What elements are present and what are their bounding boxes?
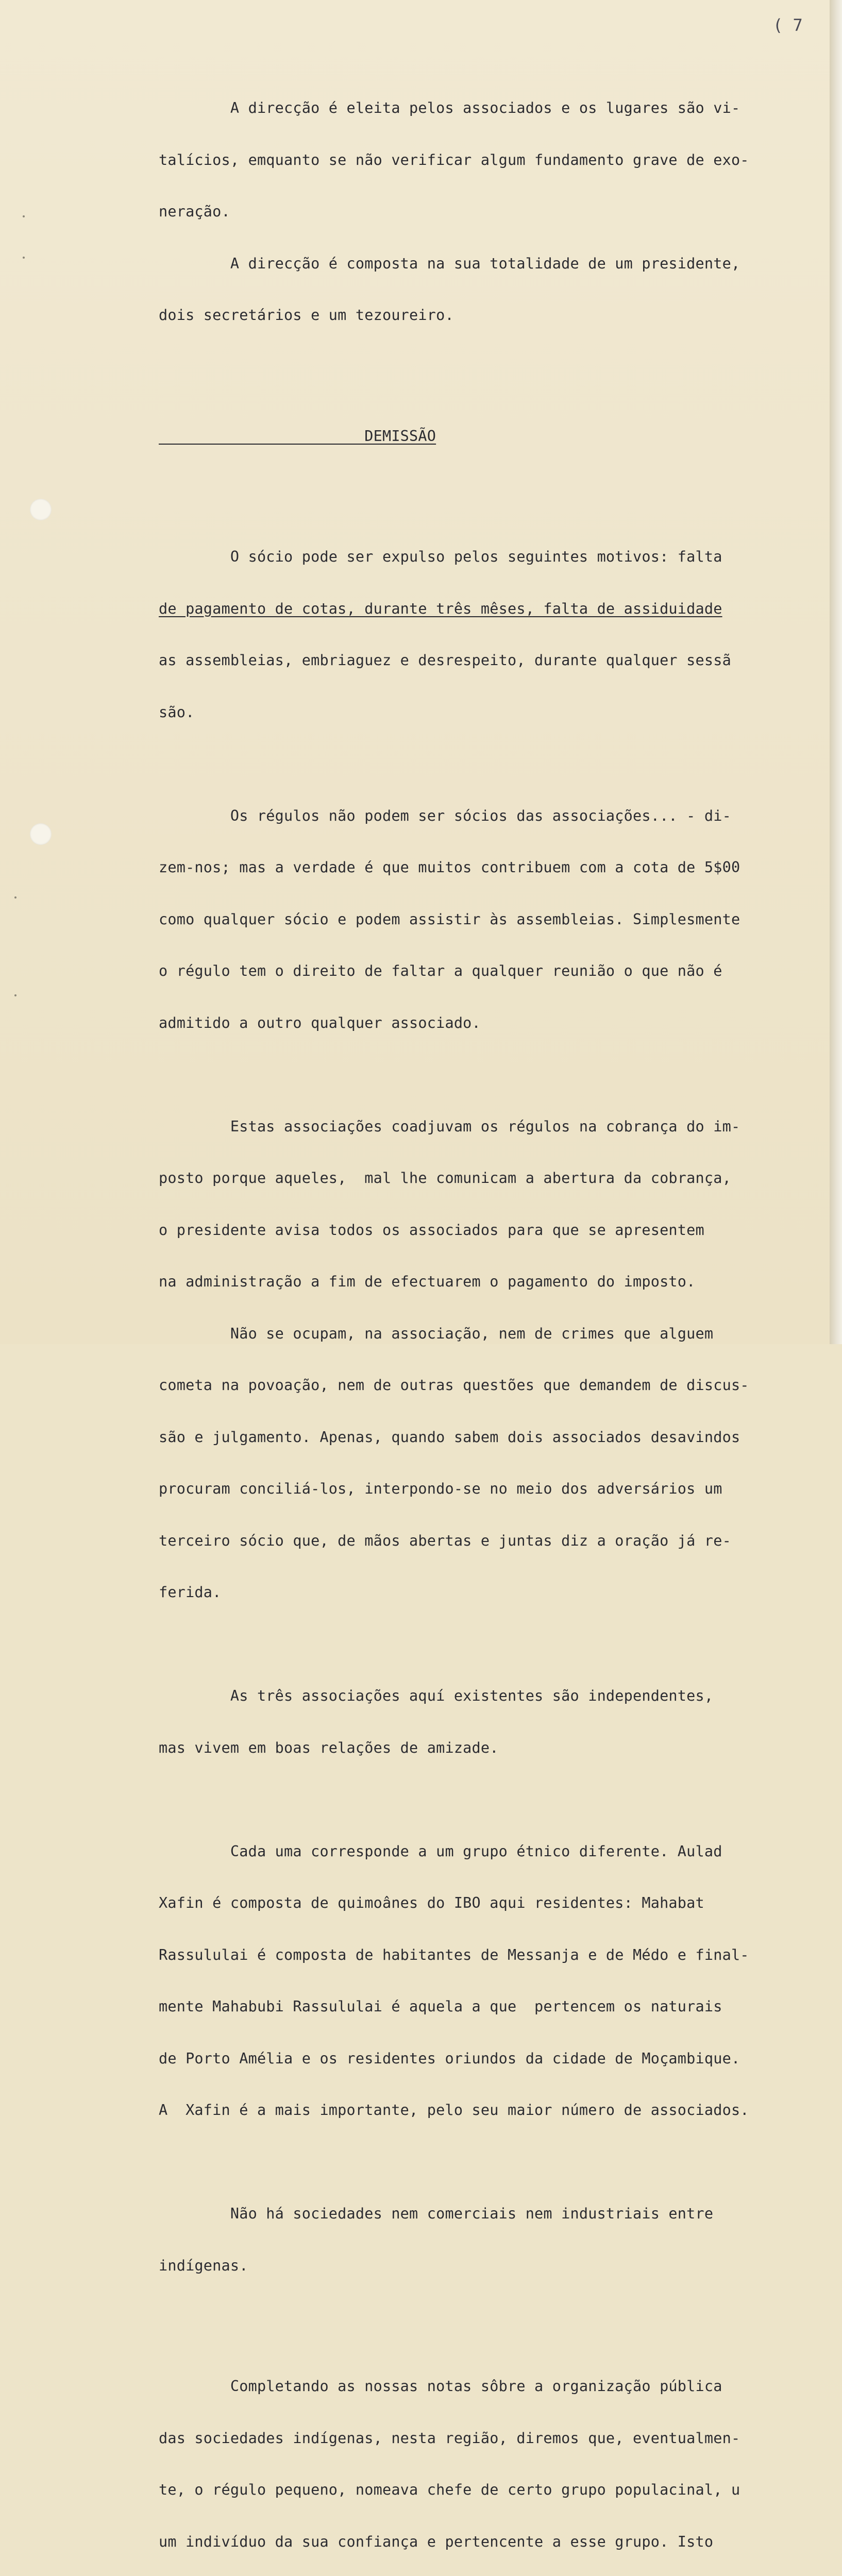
text-line: Xafin é composta de quimoânes do IBO aqui residentes: Mahabat bbox=[159, 1894, 704, 1911]
text-line: de pagamento de cotas, durante três mêses, falta de assiduidade bbox=[159, 600, 722, 617]
text-line: neração. bbox=[159, 203, 230, 220]
punch-hole-bottom bbox=[30, 823, 52, 845]
text-line: Não se ocupam, na associação, nem de crimes que alguem bbox=[159, 1325, 714, 1342]
text-line: Rassululai é composta de habitantes de Messanja e de Médo e final- bbox=[159, 1946, 749, 1963]
text-line: são e julgamento. Apenas, quando sabem dois associados desavindos bbox=[159, 1428, 740, 1446]
page-edge bbox=[830, 0, 842, 1344]
text-line: na administração a fim de efectuarem o pagamento do imposto. bbox=[159, 1273, 696, 1290]
text-line: de Porto Amélia e os residentes oriundos da cidade de Moçambique. bbox=[159, 2049, 740, 2067]
text-line: mente Mahabubi Rassululai é aquela a que pertencem os naturais bbox=[159, 1998, 722, 2015]
text-line: procuram conciliá-los, interpondo-se no meio dos adversários um bbox=[159, 1480, 722, 1497]
text-line: Cada uma corresponde a um grupo étnico diferente. Aulad bbox=[159, 1842, 722, 1860]
text-line: ferida. bbox=[159, 1584, 222, 1601]
text-line: o régulo tem o direito de faltar a qualquer reunião o que não é bbox=[159, 962, 722, 979]
text-line: terceiro sócio que, de mãos abertas e juntas diz a oração já re- bbox=[159, 1532, 731, 1549]
typed-text bbox=[159, 65, 829, 2576]
specks bbox=[14, 994, 16, 996]
text-line: um indivíduo da sua confiança e pertencente a esse grupo. Isto bbox=[159, 2533, 714, 2550]
text-line: são. bbox=[159, 703, 195, 721]
text-line: Estas associações coadjuvam os régulos na cobrança do im- bbox=[159, 1117, 740, 1135]
text-line: como qualquer sócio e podem assistir às assembleias. Simplesmente bbox=[159, 910, 740, 928]
text-line: A Xafin é a mais importante, pelo seu maior número de associados. bbox=[159, 2102, 749, 2119]
text-line: indígenas. bbox=[159, 2257, 248, 2274]
text-line: mas vivem em boas relações de amizade. bbox=[159, 1739, 499, 1756]
text-line: as assembleias, embriaguez e desrespeito, durante qualquer sessã bbox=[159, 652, 731, 669]
text-line: A direcção é eleita pelos associados e os lugares são vi- bbox=[159, 99, 740, 116]
punch-hole-top bbox=[30, 499, 52, 520]
specks bbox=[23, 215, 25, 217]
text-line: posto porque aqueles, mal lhe comunicam a abertura da cobrança, bbox=[159, 1170, 731, 1187]
section-heading: DEMISSÃO bbox=[159, 427, 436, 445]
text-line: As três associações aquí existentes são independentes, bbox=[159, 1687, 714, 1704]
text-line: dois secretários e um tezoureiro. bbox=[159, 307, 454, 324]
text-line: A direcção é composta na sua totalidade de um presidente, bbox=[159, 255, 740, 272]
text-line: Não há sociedades nem comerciais nem industriais entre bbox=[159, 2205, 714, 2222]
text-line: zem-nos; mas a verdade é que muitos contribuem com a cota de 5$00 bbox=[159, 859, 740, 876]
text-line: te, o régulo pequeno, nomeava chefe de certo grupo populacinal, u bbox=[159, 2481, 740, 2498]
text-line: O sócio pode ser expulso pelos seguintes motivos: falta bbox=[159, 548, 722, 565]
text-line: cometa na povoação, nem de outras questões que demandem de discus- bbox=[159, 1377, 749, 1394]
text-line: talícios, emquanto se não verificar algum fundamento grave de exo- bbox=[159, 151, 749, 168]
specks bbox=[23, 257, 25, 259]
page-number: ( 7 bbox=[773, 15, 803, 35]
text-line: Completando as nossas notas sôbre a organização pública bbox=[159, 2378, 722, 2395]
text-line: Os régulos não podem ser sócios das associações... - di- bbox=[159, 807, 731, 824]
specks bbox=[14, 896, 16, 899]
text-line: admitido a outro qualquer associado. bbox=[159, 1014, 481, 1031]
text-line: o presidente avisa todos os associados para que se apresentem bbox=[159, 1221, 704, 1239]
text-line: das sociedades indígenas, nesta região, diremos que, eventualmen- bbox=[159, 2429, 740, 2447]
